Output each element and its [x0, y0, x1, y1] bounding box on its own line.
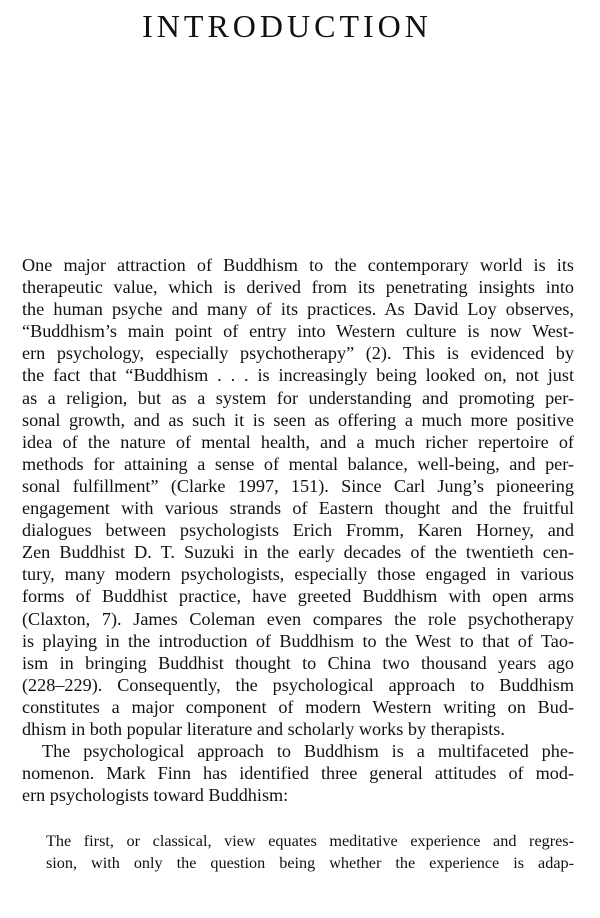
paragraph-2	[22, 740, 574, 806]
text-line: sonal growth, and as such it is seen as offering a much more positive	[22, 409, 574, 430]
block-quote	[46, 830, 574, 874]
text-line: Zen Buddhist D. T. Suzuki in the early decades of the twentieth cen-	[22, 542, 574, 563]
text-line: nomenon. Mark Finn has identified three general attitudes of mod-	[22, 763, 574, 784]
chapter-title: INTRODUCTION	[142, 8, 432, 44]
paragraph-1	[22, 254, 574, 740]
text-line: ern psychologists toward Buddhism:	[22, 785, 289, 806]
text-line: dhism in both popular literature and scholarly works by therapists.	[22, 718, 505, 739]
text-line: sonal fulfillment” (Clarke 1997, 151). Since Carl Jung’s pioneering	[22, 475, 574, 496]
quote-line: The first, or classical, view equates meditative experience and regres-	[46, 832, 574, 850]
text-line: methods for attaining a sense of mental balance, well-being, and per-	[22, 453, 574, 474]
text-line: the human psyche and many of its practices. As David Loy observes,	[22, 299, 574, 320]
text-line: forms of Buddhist practice, have greeted Buddhism with open arms	[22, 586, 574, 607]
text-line: is playing in the introduction of Buddhism to the West to that of Tao-	[22, 630, 574, 651]
text-line: “Buddhism’s main point of entry into Western culture is now West-	[22, 321, 574, 342]
text-line: ism in bringing Buddhist thought to China two thousand years ago	[22, 652, 574, 673]
body-text	[22, 254, 574, 806]
text-line: One major attraction of Buddhism to the contemporary world is its	[22, 255, 574, 275]
text-line: as a religion, but as a system for understanding and promoting per-	[22, 387, 574, 408]
text-line: (Claxton, 7). James Coleman even compares the role psychotherapy	[22, 608, 574, 629]
text-line: the fact that “Buddhism . . . is increasingly being looked on, not just	[22, 365, 574, 386]
text-line: engagement with various strands of Eastern thought and the fruitful	[22, 498, 574, 519]
text-line: ern psychology, especially psychotherapy” (2). This is evidenced by	[22, 343, 574, 364]
text-line: dialogues between psychologists Erich Fromm, Karen Horney, and	[22, 520, 574, 541]
text-line: therapeutic value, which is derived from its penetrating insights into	[22, 277, 574, 298]
text-line: tury, many modern psychologists, especially those engaged in various	[22, 564, 574, 585]
quote-line: sion, with only the question being whether the experience is adap-	[46, 854, 574, 872]
text-line: idea of the nature of mental health, and a much richer repertoire of	[22, 431, 574, 452]
text-line: (228–229). Consequently, the psychological approach to Buddhism	[22, 674, 574, 695]
text-line: The psychological approach to Buddhism is a multifaceted phe-	[42, 741, 574, 762]
text-line: constitutes a major component of modern Western writing on Bud-	[22, 696, 574, 717]
